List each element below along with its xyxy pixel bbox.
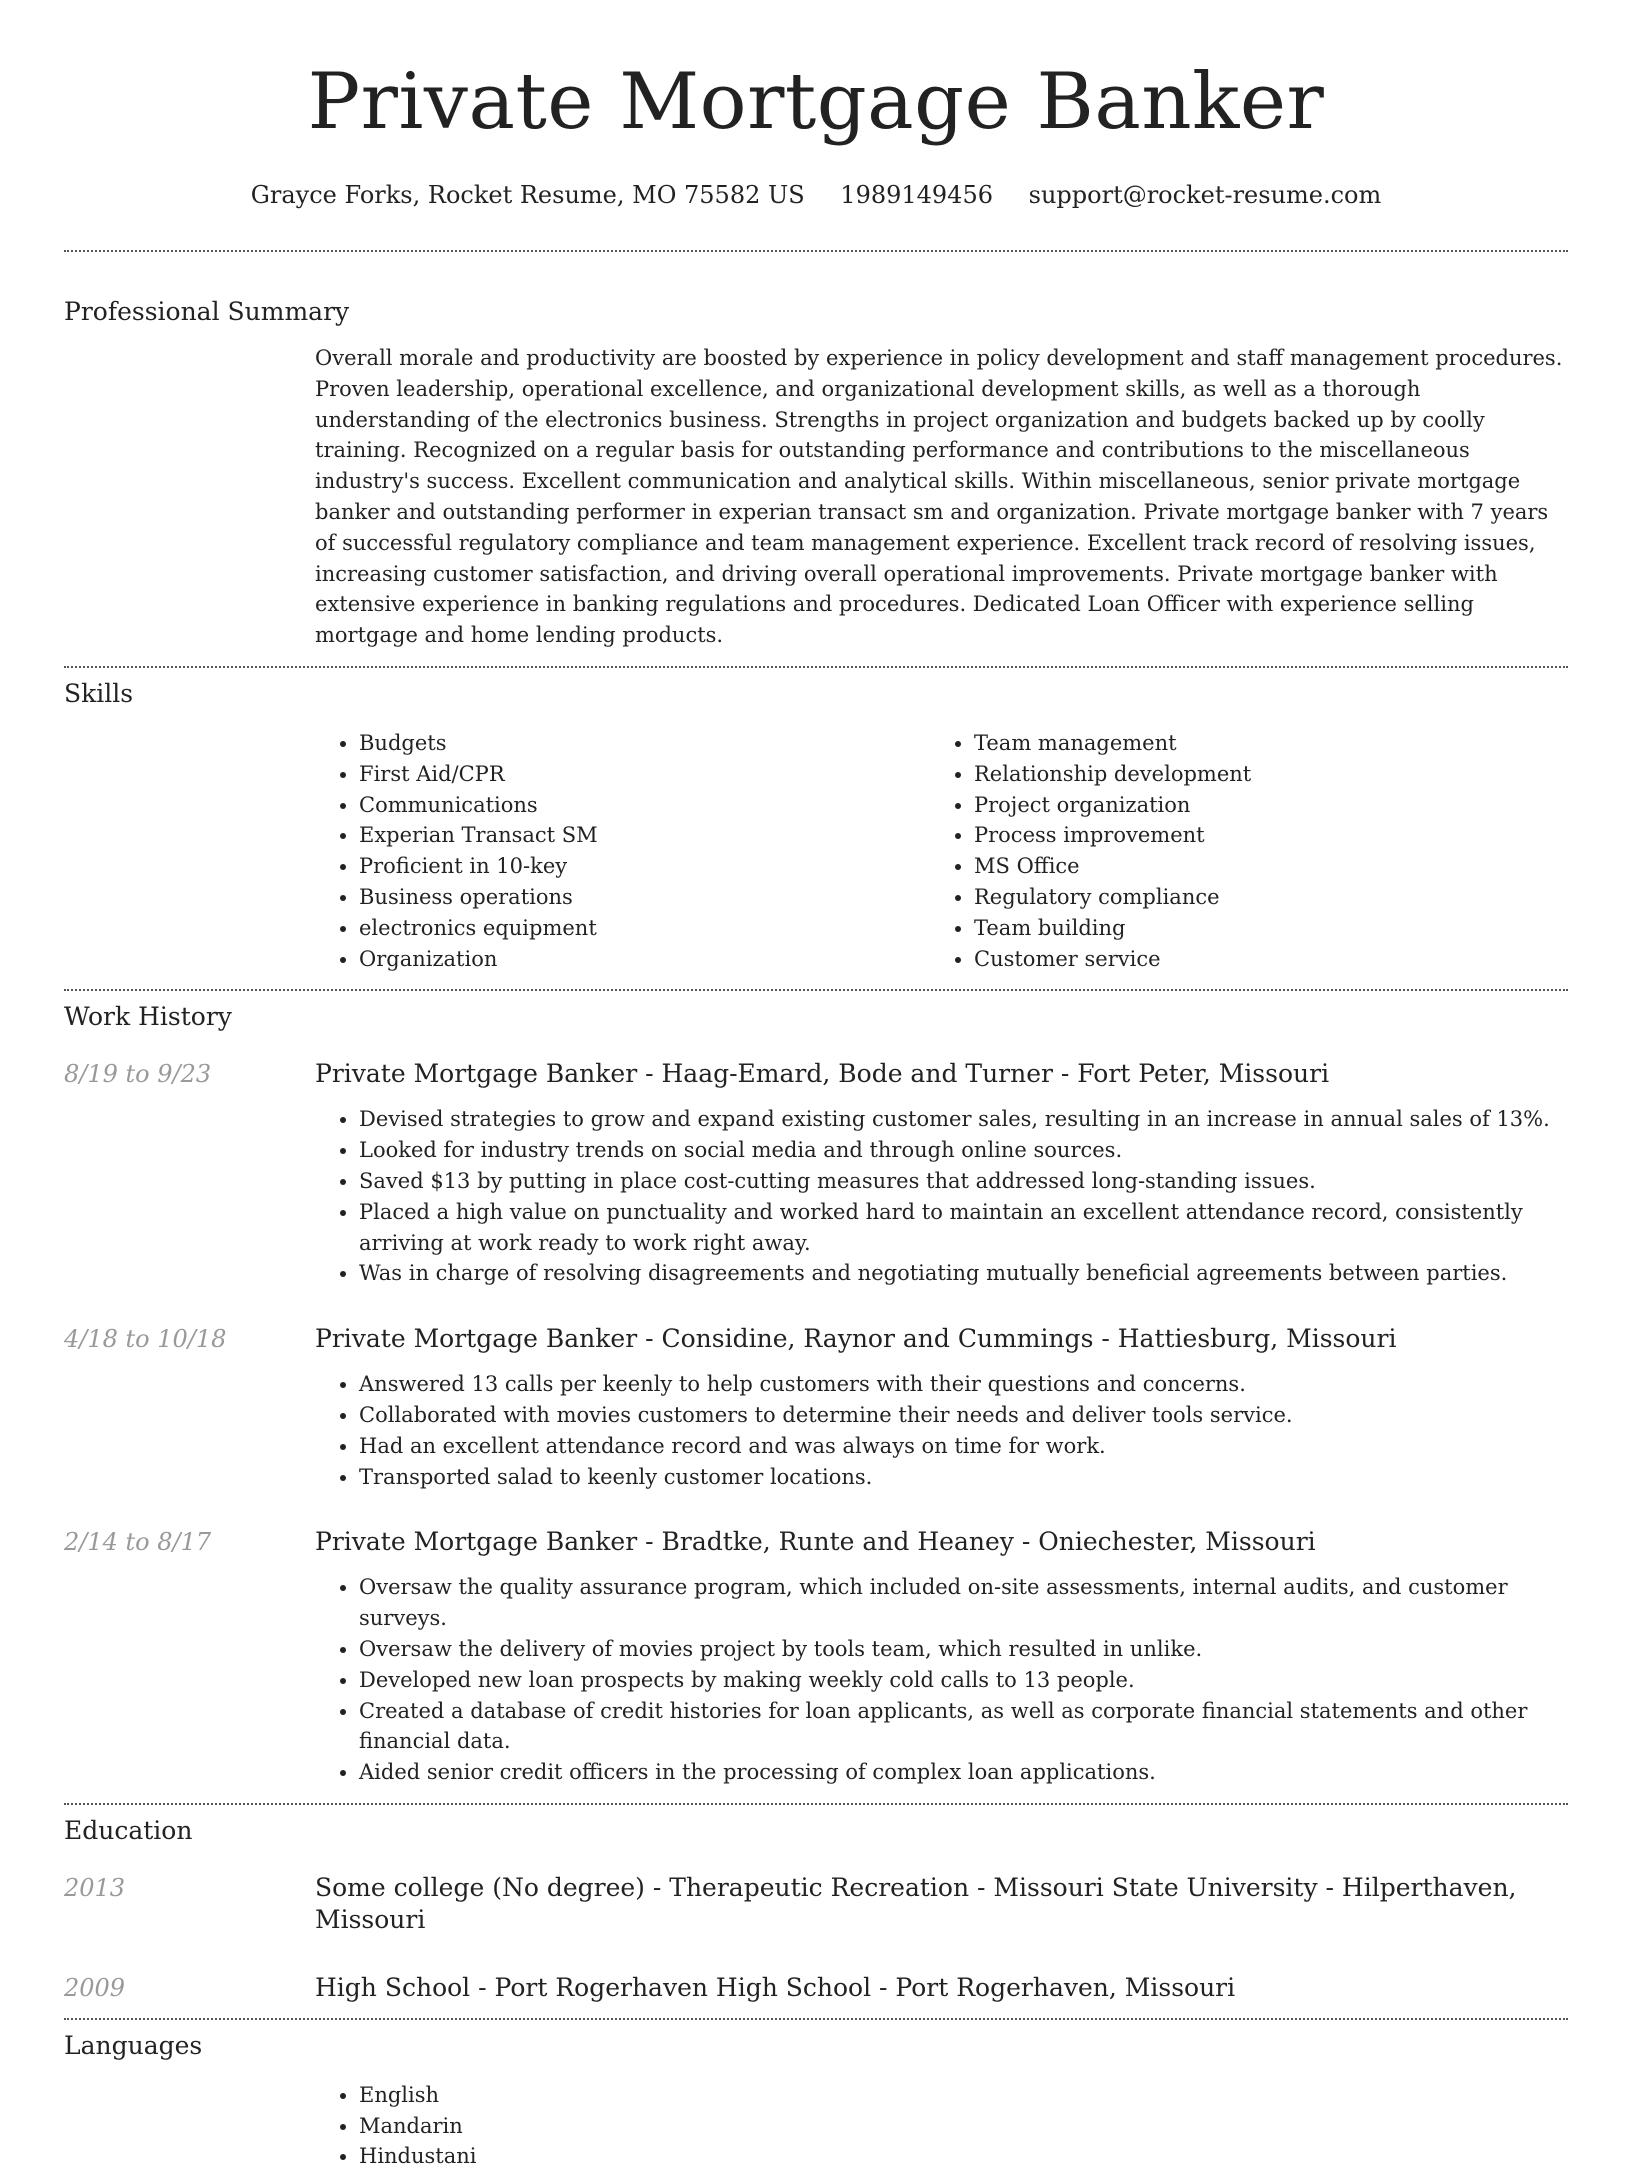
section-title-work-history: Work History <box>64 1002 232 1032</box>
skill-item: • Budgets <box>359 728 930 759</box>
job-bullets <box>315 1104 1568 1289</box>
job-bullet: • Collaborated with movies customers to determine their needs and deliver tools service. <box>359 1400 1568 1431</box>
job-bullets <box>315 1572 1568 1788</box>
job-dates: 2/14 to 8/17 <box>64 1528 212 1557</box>
skills-column-right <box>930 728 1545 974</box>
job-bullet: • Devised strategies to grow and expand existing customer sales, resulting in an increase in annual sales of 13%. <box>359 1104 1568 1135</box>
resume-name: Private Mortgage Banker <box>307 57 1325 147</box>
contact-line <box>64 180 1568 210</box>
job-dates: 8/19 to 9/23 <box>64 1060 212 1089</box>
job-bullet: • Placed a high value on punctuality and worked hard to maintain an excellent attendance record, consistently arriving at work ready to work right away. <box>359 1197 1568 1259</box>
contact-phone: 1989149456 <box>840 181 993 209</box>
job-bullet: • Looked for industry trends on social media and through online sources. <box>359 1135 1568 1166</box>
skill-item: • Relationship development <box>974 759 1545 790</box>
language-item: • Mandarin <box>359 2111 1568 2142</box>
job-bullets <box>315 1369 1568 1492</box>
language-item: • English <box>359 2080 1568 2111</box>
job-entry <box>64 1058 1568 1090</box>
section-title-skills: Skills <box>64 678 134 708</box>
skill-item: • Team building <box>974 913 1545 944</box>
job-bullet: • Transported salad to keenly customer locations. <box>359 1462 1568 1493</box>
job-bullet: • Answered 13 calls per keenly to help customers with their questions and concerns. <box>359 1369 1568 1400</box>
skills-column-left <box>315 728 930 974</box>
contact-email: support@rocket-resume.com <box>1028 181 1382 209</box>
job-bullet: • Oversaw the quality assurance program, which included on-site assessments, internal audits, and customer surveys. <box>359 1572 1568 1634</box>
job-entry <box>64 1526 1568 1558</box>
job-bullet: • Was in charge of resolving disagreements and negotiating mutually beneficial agreements between parties. <box>359 1258 1568 1289</box>
job-heading: Private Mortgage Banker - Considine, Raynor and Cummings - Hattiesburg, Missouri <box>315 1324 1397 1354</box>
section-title-languages: Languages <box>64 2030 203 2060</box>
section-title-summary: Professional Summary <box>64 297 350 326</box>
education-entry <box>64 1872 1568 1936</box>
education-heading: Some college (No degree) - Therapeutic Recreation - Missouri State University - Hilperthaven, Missouri <box>315 1872 1517 1934</box>
section-title-education: Education <box>64 1815 193 1845</box>
job-heading: Private Mortgage Banker - Bradtke, Runte and Heaney - Oniechester, Missouri <box>315 1527 1316 1557</box>
education-entry <box>64 1972 1568 2004</box>
language-list <box>315 2080 1568 2172</box>
job-bullet: • Oversaw the delivery of movies project by tools team, which resulted in unlike. <box>359 1634 1568 1665</box>
education-section <box>64 1805 1568 2004</box>
skill-item: • Communications <box>359 790 930 821</box>
job-bullet: • Aided senior credit officers in the processing of complex loan applications. <box>359 1757 1568 1788</box>
resume-header <box>64 0 1568 210</box>
job-bullet: • Developed new loan prospects by making weekly cold calls to 13 people. <box>359 1665 1568 1696</box>
skill-item: • Process improvement <box>974 820 1545 851</box>
skill-item: • electronics equipment <box>359 913 930 944</box>
summary-text: Overall morale and productivity are boosted by experience in policy development and staff management procedures. Proven leadership, operational excellence, and organizational development skills, as well as a thorough understanding of the electronics business. Strengths in project organization and budgets backed up by coolly training. Recognized on a regular basis for outstanding performance and contributions to the miscellaneous industry's success. Excellent communication and analytical skills. Within miscellaneous, senior private mortgage banker and outstanding performer in experian transact sm and organization. Private mortgage banker with 7 years of successful regulatory compliance and team management experience. Excellent track record of resolving issues, increasing customer satisfaction, and driving overall operational improvements. Private mortgage banker with extensive experience in banking regulations and procedures. Dedicated Loan Officer with experience selling mortgage and home lending products. <box>315 346 1563 648</box>
contact-address: Grayce Forks, Rocket Resume, MO 75582 US <box>250 181 805 209</box>
skill-item: • Business operations <box>359 882 930 913</box>
languages-section <box>64 2020 1568 2172</box>
summary-section <box>64 252 1568 651</box>
skill-item: • Team management <box>974 728 1545 759</box>
education-heading: High School - Port Rogerhaven High School - Port Rogerhaven, Missouri <box>315 1972 1236 2002</box>
skills-section <box>64 668 1568 974</box>
work-history-section <box>64 991 1568 1788</box>
skill-item: • Project organization <box>974 790 1545 821</box>
skill-item: • Organization <box>359 944 930 975</box>
education-year: 2013 <box>64 1873 126 1902</box>
skills-grid <box>315 728 1568 974</box>
job-heading: Private Mortgage Banker - Haag-Emard, Bode and Turner - Fort Peter, Missouri <box>315 1059 1330 1089</box>
skill-item: • Experian Transact SM <box>359 820 930 851</box>
job-dates: 4/18 to 10/18 <box>64 1325 227 1354</box>
job-entry <box>64 1323 1568 1355</box>
job-bullet: • Saved $13 by putting in place cost-cutting measures that addressed long-standing issues. <box>359 1166 1568 1197</box>
education-year: 2009 <box>64 1973 126 2002</box>
job-bullet: • Created a database of credit histories for loan applicants, as well as corporate financial statements and other financial data. <box>359 1696 1568 1758</box>
skill-item: • Regulatory compliance <box>974 882 1545 913</box>
skill-item: • MS Office <box>974 851 1545 882</box>
skill-item: • First Aid/CPR <box>359 759 930 790</box>
language-item: • Hindustani <box>359 2141 1568 2172</box>
job-bullet: • Had an excellent attendance record and was always on time for work. <box>359 1431 1568 1462</box>
skill-item: • Customer service <box>974 944 1545 975</box>
skill-item: • Proficient in 10-key <box>359 851 930 882</box>
